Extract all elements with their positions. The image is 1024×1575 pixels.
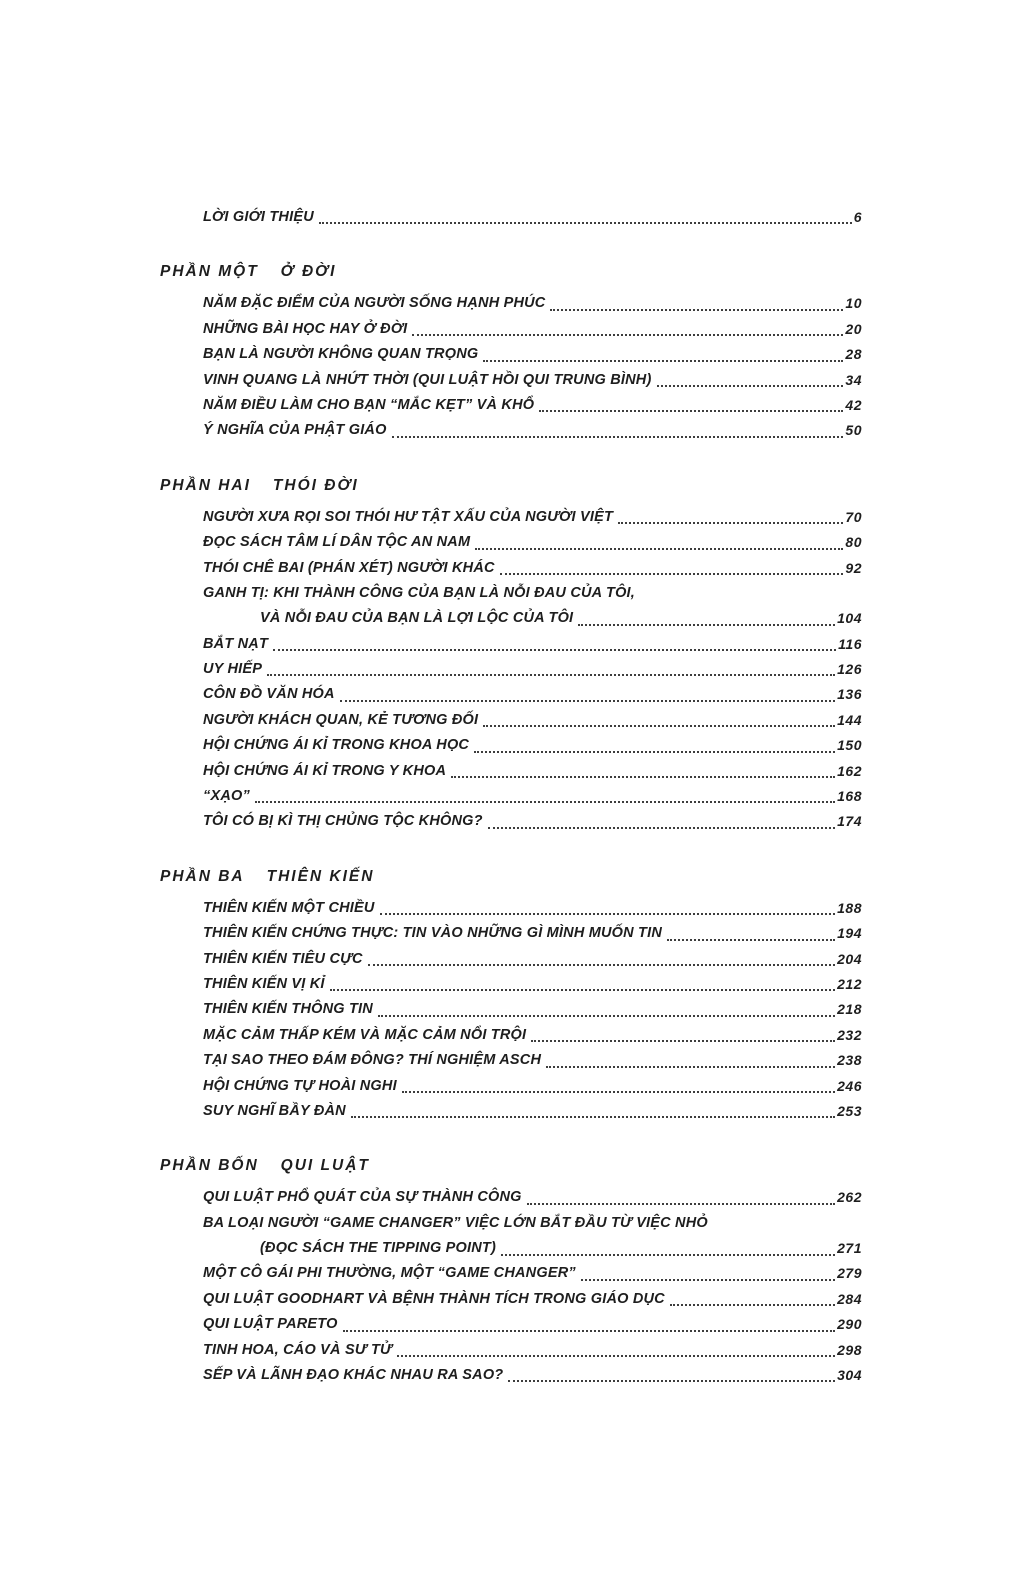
page-number: 218 [837, 1001, 862, 1018]
dot-leader [667, 939, 835, 941]
page-number: 253 [837, 1102, 862, 1119]
toc-entry-title: NHỮNG BÀI HỌC HAY Ở ĐỜI [203, 320, 408, 337]
toc-entry-title: QUI LUẬT GOODHART VÀ BỆNH THÀNH TÍCH TRONG GIÁO DỤC [203, 1290, 665, 1307]
toc-entry-title: NĂM ĐẶC ĐIỂM CỦA NGƯỜI SỐNG HẠNH PHÚC [203, 295, 546, 312]
page-number: 34 [845, 371, 862, 388]
toc-entry-title: MỘT CÔ GÁI PHI THƯỜNG, MỘT “GAME CHANGER” [203, 1265, 576, 1282]
toc-row [160, 972, 862, 997]
toc-row [160, 1099, 862, 1124]
page-number: 168 [837, 788, 862, 805]
toc-row [160, 505, 862, 530]
dot-leader [670, 1304, 835, 1306]
page-number: 28 [845, 346, 862, 363]
toc-row [160, 581, 862, 606]
page-number: 232 [837, 1026, 862, 1043]
section-title: Ở ĐỜI [280, 263, 337, 281]
toc-row [160, 1074, 862, 1099]
page-number: 194 [837, 925, 862, 942]
toc-row [160, 1211, 862, 1236]
section-title: QUI LUẬT [280, 1157, 370, 1175]
toc-row [160, 1023, 862, 1048]
page-number: 204 [837, 950, 862, 967]
page-number: 246 [837, 1077, 862, 1094]
page-number: 279 [837, 1265, 862, 1282]
section-heading [160, 259, 862, 285]
section-label: PHẦN BỐN [160, 1157, 259, 1175]
page-number: 42 [845, 396, 862, 413]
dot-leader [546, 1066, 835, 1068]
dot-leader [483, 725, 835, 727]
toc-entry-title: BA LOẠI NGƯỜI “GAME CHANGER” VIỆC LỚN BẮT ĐẦU TỪ VIỆC NHỎ [203, 1214, 708, 1231]
toc-row [160, 418, 862, 443]
toc-row [160, 393, 862, 418]
table-of-contents [160, 205, 862, 1388]
dot-leader [343, 1330, 836, 1332]
dot-leader [581, 1279, 835, 1281]
page-number: 104 [837, 610, 862, 627]
page-number: 92 [845, 559, 862, 576]
toc-row [160, 1363, 862, 1388]
dot-leader [402, 1091, 835, 1093]
toc-row [160, 632, 862, 657]
toc-row [160, 733, 862, 758]
dot-leader [578, 624, 835, 626]
dot-leader [340, 700, 835, 702]
toc-row [160, 368, 862, 393]
section-label: PHẦN MỘT [160, 263, 259, 281]
page-number: 80 [845, 534, 862, 551]
toc-entry-title: BẮT NẠT [203, 635, 269, 652]
dot-leader [392, 436, 844, 438]
page-number: 6 [853, 208, 862, 225]
toc-row [160, 1338, 862, 1363]
toc-row [160, 708, 862, 733]
dot-leader [618, 522, 843, 524]
toc-entry-title: Ý NGHĨA CỦA PHẬT GIÁO [203, 422, 387, 439]
dot-leader [531, 1040, 835, 1042]
toc-row [160, 205, 862, 230]
page-number: 262 [837, 1189, 862, 1206]
toc-row [160, 1262, 862, 1287]
toc-row [160, 606, 862, 631]
toc-entry-title: CÔN ĐỒ VĂN HÓA [203, 686, 335, 703]
dot-leader [319, 222, 852, 224]
toc-entry-title: QUI LUẬT PHỔ QUÁT CỦA SỰ THÀNH CÔNG [203, 1189, 522, 1206]
dot-leader [539, 410, 843, 412]
page-number: 238 [837, 1052, 862, 1069]
dot-leader [351, 1116, 835, 1118]
toc-row [160, 1312, 862, 1337]
toc-row [160, 1287, 862, 1312]
page-number: 188 [837, 899, 862, 916]
dot-leader [483, 360, 843, 362]
dot-leader [273, 649, 836, 651]
page-number: 126 [837, 661, 862, 678]
toc-entry-title: THIÊN KIẾN TIÊU CỰC [203, 950, 363, 967]
toc-section [160, 259, 862, 443]
toc-row [160, 682, 862, 707]
dot-leader [397, 1355, 835, 1357]
section-label: PHẦN HAI [160, 476, 251, 494]
toc-row [160, 1048, 862, 1073]
toc-entry-title: ĐỌC SÁCH TÂM LÍ DÂN TỘC AN NAM [203, 534, 471, 551]
dot-leader [508, 1380, 835, 1382]
section-heading [160, 864, 862, 890]
page-number: 20 [845, 320, 862, 337]
toc-entry-title: SẾP VÀ LÃNH ĐẠO KHÁC NHAU RA SAO? [203, 1367, 504, 1384]
toc-entry-title: VÀ NỖI ĐAU CỦA BẠN LÀ LỢI LỘC CỦA TÔI [260, 610, 574, 627]
toc-row [160, 291, 862, 316]
section-label: PHẦN BA [160, 867, 245, 885]
dot-leader [412, 334, 843, 336]
page-number: 136 [837, 686, 862, 703]
toc-entry-title: TÔI CÓ BỊ KÌ THỊ CHỦNG TỘC KHÔNG? [203, 813, 483, 830]
section-heading [160, 473, 862, 499]
dot-leader [550, 309, 843, 311]
page-number: 150 [837, 737, 862, 754]
toc-entry-title: THÓI CHÊ BAI (PHÁN XÉT) NGƯỜI KHÁC [203, 559, 495, 576]
dot-leader [451, 776, 835, 778]
dot-leader [267, 674, 835, 676]
toc-row [160, 317, 862, 342]
dot-leader [657, 385, 844, 387]
page-number: 50 [845, 422, 862, 439]
page-number: 116 [838, 635, 862, 652]
toc-entry-title: GANH TỊ: KHI THÀNH CÔNG CỦA BẠN LÀ NỖI ĐAU CỦA TÔI, [203, 584, 636, 601]
toc-section [160, 864, 862, 1125]
toc-entry-title: “XẠO” [203, 788, 250, 805]
toc-row [160, 1185, 862, 1210]
toc-row [160, 921, 862, 946]
toc-entry-title: VINH QUANG LÀ NHỨT THỜI (QUI LUẬT HỒI QUI TRUNG BÌNH) [203, 371, 652, 388]
dot-leader [488, 827, 835, 829]
page-number: 271 [837, 1240, 862, 1257]
toc-row [160, 997, 862, 1022]
toc-row [160, 342, 862, 367]
toc-entry-title: TẠI SAO THEO ĐÁM ĐÔNG? THÍ NGHIỆM ASCH [203, 1052, 542, 1069]
toc-entry-title: (ĐỌC SÁCH THE TIPPING POINT) [260, 1240, 496, 1257]
toc-entry-title: TINH HOA, CÁO VÀ SƯ TỬ [203, 1341, 392, 1358]
toc-entry-title: NGƯỜI XƯA RỌI SOI THÓI HƯ TẬT XẤU CỦA NGƯỜI VIỆT [203, 508, 613, 525]
toc-entry-title: THIÊN KIẾN MỘT CHIỀU [203, 899, 375, 916]
toc-row [160, 657, 862, 682]
page-number: 70 [845, 508, 862, 525]
toc-entry-title: THIÊN KIẾN THÔNG TIN [203, 1001, 373, 1018]
dot-leader [368, 964, 835, 966]
page-number: 290 [837, 1316, 862, 1333]
toc-entry-title: HỘI CHỨNG ÁI KỈ TRONG KHOA HỌC [203, 737, 470, 754]
toc-entry-title: LỜI GIỚI THIỆU [203, 208, 314, 225]
page-number: 144 [837, 711, 862, 728]
page-number: 212 [837, 975, 862, 992]
toc-row [160, 530, 862, 555]
toc-row [160, 759, 862, 784]
toc-entry-title: NĂM ĐIỀU LÀM CHO BẠN “MẮC KẸT” VÀ KHỔ [203, 396, 535, 413]
toc-entry-title: HỘI CHỨNG ÁI KỈ TRONG Y KHOA [203, 762, 447, 779]
toc-row [160, 809, 862, 834]
section-title: THÓI ĐỜI [272, 476, 359, 494]
toc-entry-title: BẠN LÀ NGƯỜI KHÔNG QUAN TRỌNG [203, 346, 479, 363]
page-number: 298 [837, 1341, 862, 1358]
toc-row [160, 784, 862, 809]
toc-row [160, 1236, 862, 1261]
dot-leader [378, 1015, 835, 1017]
section-title: THIÊN KIẾN [266, 867, 375, 885]
toc-entry-title: MẶC CẢM THẤP KÉM VÀ MẶC CẢM NỔI TRỘI [203, 1026, 527, 1043]
dot-leader [380, 913, 836, 915]
toc-entry-title: HỘI CHỨNG TỰ HOÀI NGHI [203, 1077, 397, 1094]
toc-entry-title: QUI LUẬT PARETO [203, 1316, 338, 1333]
dot-leader [255, 801, 835, 803]
dot-leader [330, 989, 836, 991]
page-number: 162 [837, 762, 862, 779]
toc-entry-title: THIÊN KIẾN VỊ KỈ [203, 975, 325, 992]
dot-leader [527, 1203, 835, 1205]
toc-section [160, 1153, 862, 1388]
toc-entry-title: THIÊN KIẾN CHỨNG THỰC: TIN VÀO NHỮNG GÌ MÌNH MUỐN TIN [203, 925, 663, 942]
page-number: 304 [837, 1367, 862, 1384]
toc-entry-title: UY HIẾP [203, 661, 263, 678]
toc-row [160, 556, 862, 581]
dot-leader [500, 573, 844, 575]
dot-leader [475, 548, 843, 550]
toc-row [160, 947, 862, 972]
toc-row [160, 896, 862, 921]
dot-leader [474, 751, 835, 753]
page-number: 10 [845, 295, 862, 312]
toc-entry-title: NGƯỜI KHÁCH QUAN, KẺ TƯƠNG ĐỐI [203, 711, 479, 728]
page-number: 284 [837, 1290, 862, 1307]
toc-entry-title: SUY NGHĨ BẦY ĐÀN [203, 1102, 346, 1119]
page-number: 174 [837, 813, 862, 830]
section-heading [160, 1153, 862, 1179]
dot-leader [501, 1254, 835, 1256]
toc-section [160, 473, 862, 835]
